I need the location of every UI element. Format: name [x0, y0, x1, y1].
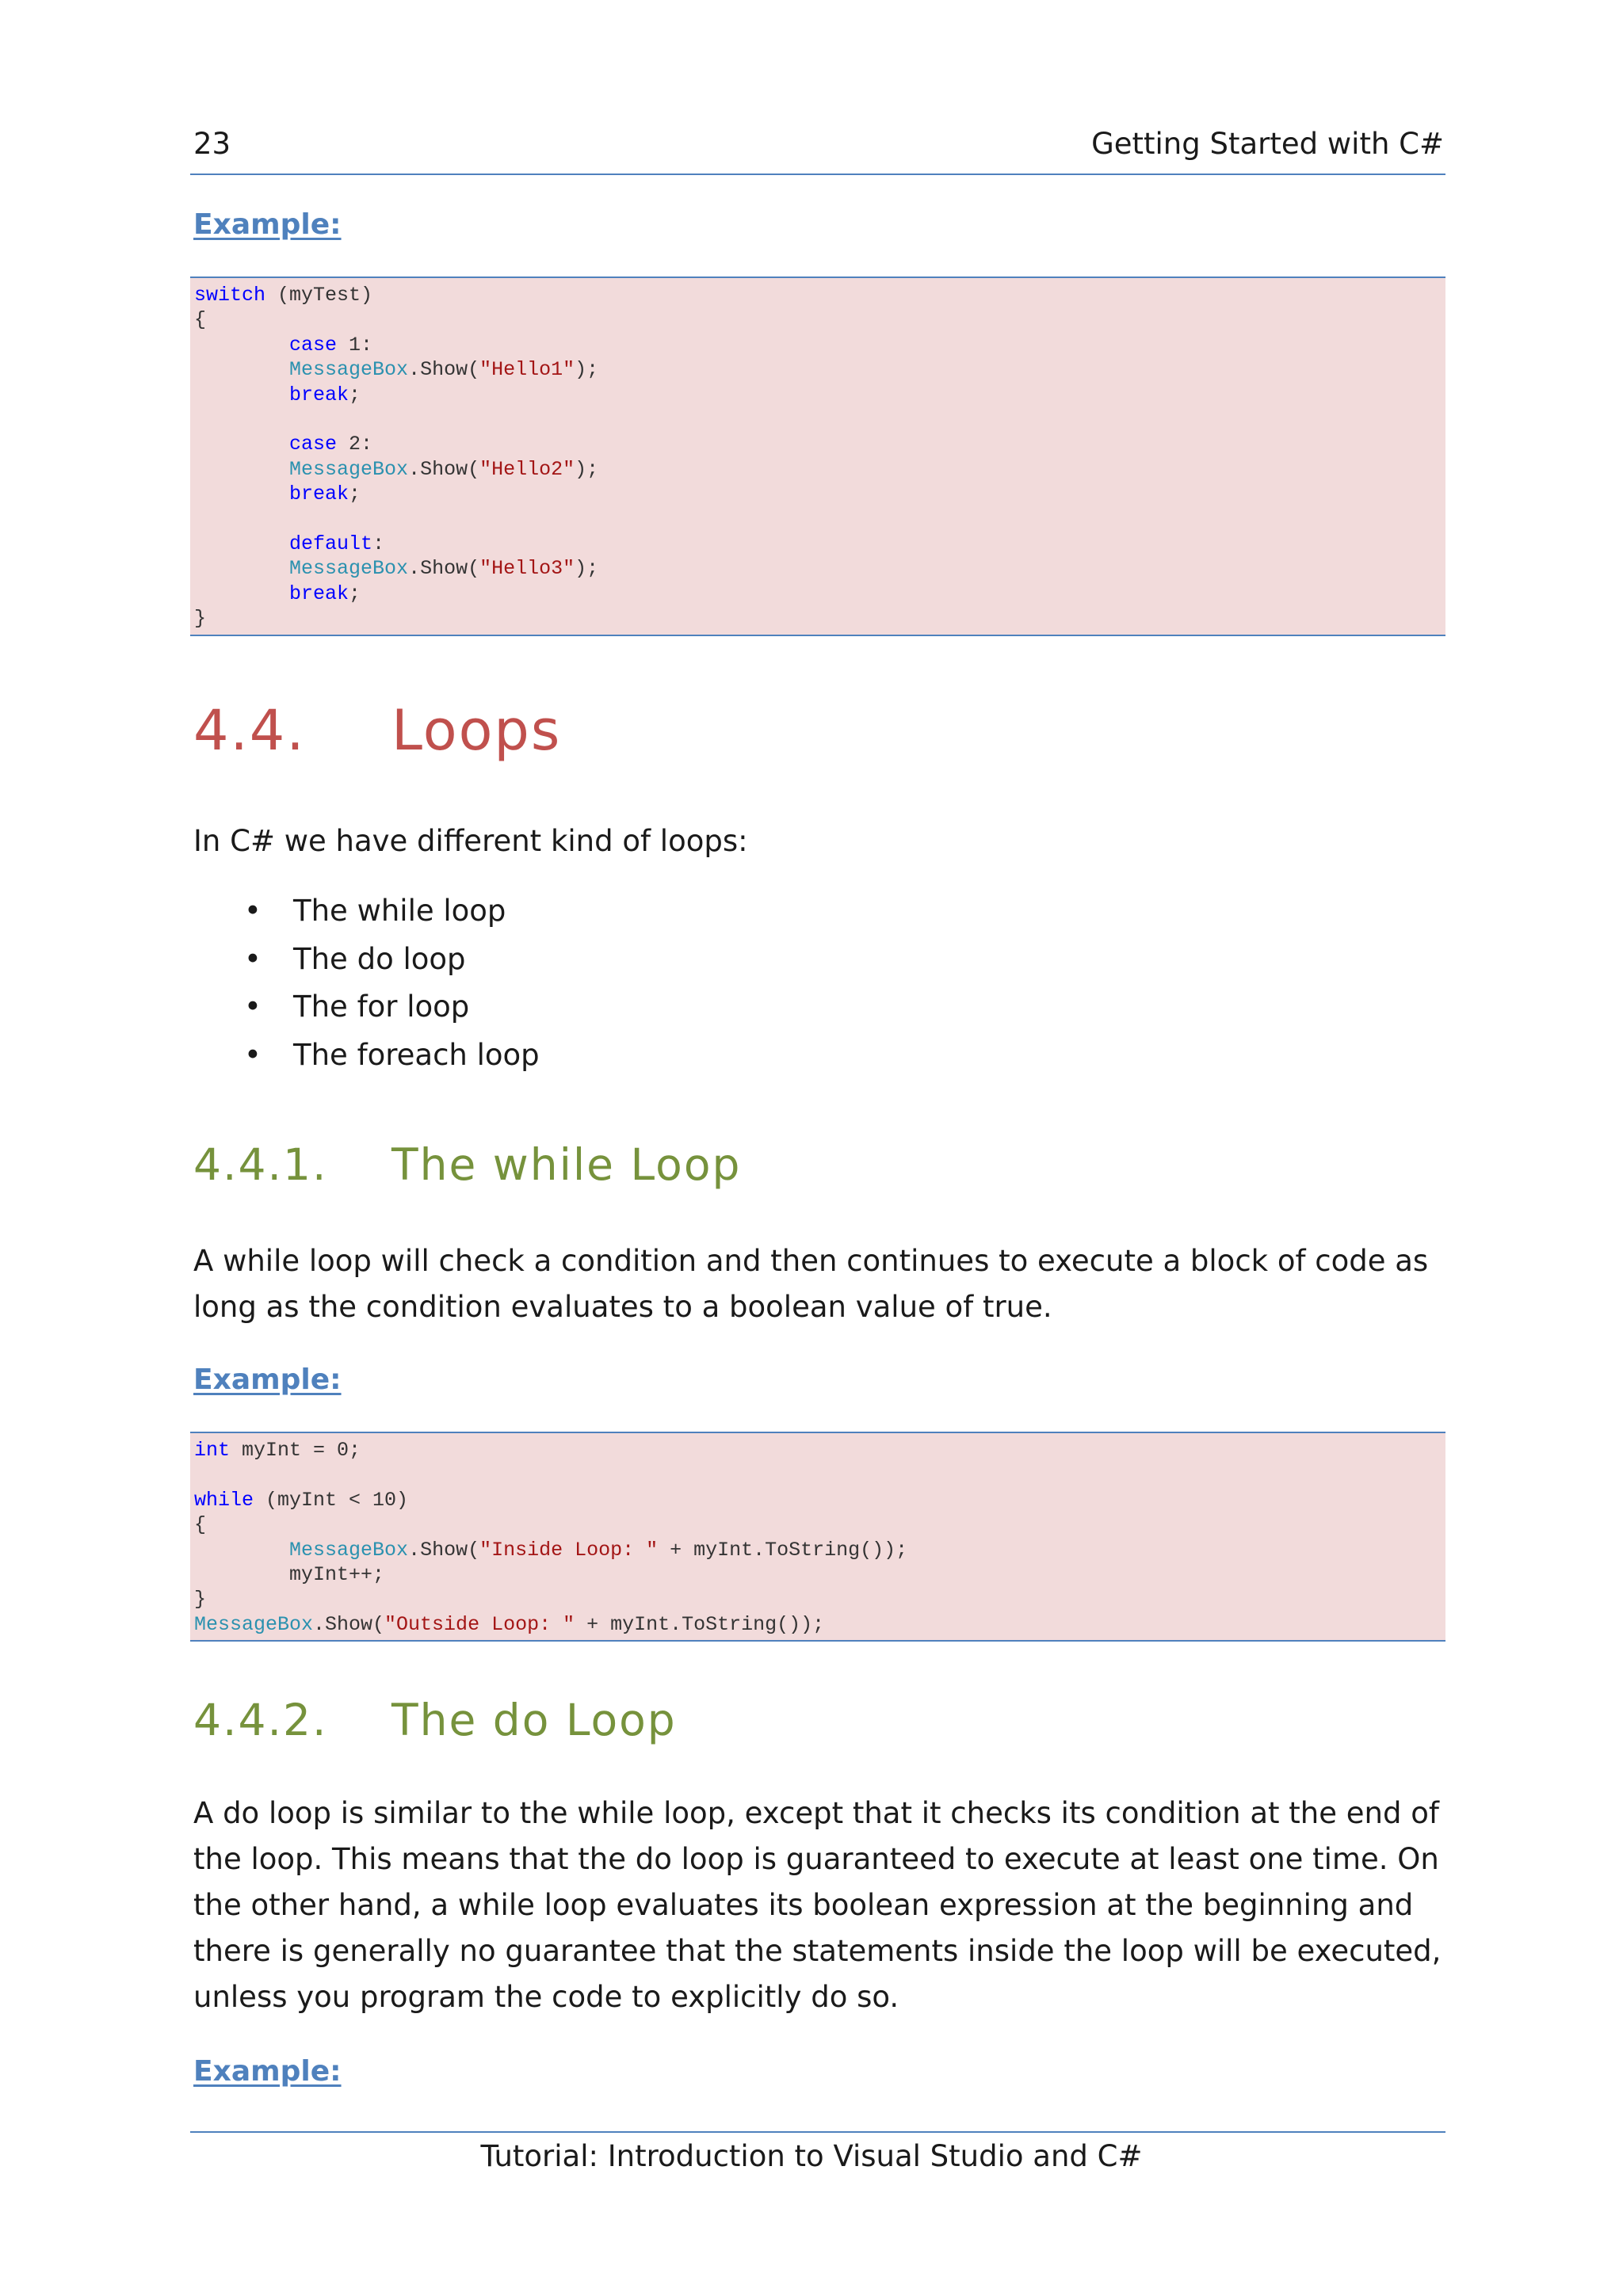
code-token: MessageBox [289, 457, 409, 481]
example-label: Example: [193, 1363, 342, 1396]
example-label: Example: [193, 208, 342, 241]
list-item [0, 936, 1623, 984]
code-token: (myTest) [265, 284, 373, 307]
code-line [194, 407, 1445, 432]
code-line [194, 357, 1445, 382]
code-token [194, 1539, 289, 1562]
subsection-number: 4.4.2. [193, 1695, 328, 1745]
code-line [194, 532, 1445, 556]
code-token: "Outside Loop: " [384, 1612, 575, 1636]
code-token: MessageBox [289, 557, 409, 581]
code-line [194, 1562, 1445, 1587]
code-line [194, 307, 1445, 332]
code-token [194, 383, 289, 406]
code-token: int [194, 1439, 231, 1462]
code-token: } [194, 1588, 207, 1611]
list-item [0, 983, 1623, 1032]
code-line [194, 1512, 1445, 1537]
code-token: .Show( [408, 557, 480, 581]
code-token: case [289, 433, 338, 456]
list-item-label: The while loop [293, 894, 506, 928]
code-token: break [289, 482, 349, 506]
list-item-label: The foreach loop [293, 1037, 540, 1072]
code-token: 1: [337, 333, 373, 357]
section-number: 4.4. [193, 698, 306, 763]
code-token: ; [349, 383, 361, 406]
bullet-marker: • [244, 941, 262, 976]
code-token: MessageBox [194, 1612, 314, 1636]
header-rule [190, 174, 1445, 175]
code-line [194, 432, 1445, 456]
code-line [194, 1488, 1445, 1512]
code-block-while [190, 1432, 1445, 1642]
while-description: A while loop will check a condition and then continues to execute a block of code as long as the condition evaluates to a boolean value of true. [193, 1244, 1429, 1324]
running-title: Getting Started with C# [1091, 127, 1444, 161]
code-token: (myInt < 10) [254, 1488, 409, 1512]
code-token: "Hello1" [479, 358, 575, 382]
section-title: Loops [391, 698, 562, 763]
subsection-title: The do Loop [391, 1695, 677, 1745]
code-token [194, 458, 289, 481]
code-token: : [372, 532, 385, 555]
code-token: break [289, 383, 349, 406]
code-token: 2: [337, 433, 373, 456]
code-line [194, 1463, 1445, 1487]
code-block-switch [190, 277, 1445, 636]
section-heading-loops [193, 697, 562, 764]
bullet-marker: • [244, 894, 262, 928]
code-token: + myInt.ToString()); [658, 1538, 908, 1562]
do-description: A do loop is similar to the while loop, except that it checks its condition at the end of the loop. This means that the do loop is guaranteed to execute at least one time. On the other hand, a while loop evaluates its boolean expression at the beginning and there is generally no guarantee that the statements inside the loop will be executed, unless you program the code to explicitly do so. [193, 1796, 1442, 2014]
subsection-number: 4.4.1. [193, 1139, 328, 1190]
code-line [194, 383, 1445, 407]
code-token: ); [575, 557, 599, 581]
code-line [194, 333, 1445, 357]
code-token: myInt = 0; [230, 1439, 361, 1462]
code-token: break [289, 582, 349, 605]
code-line [194, 606, 1445, 631]
code-token [194, 358, 289, 381]
code-token: "Hello3" [479, 557, 575, 581]
code-line [194, 507, 1445, 532]
code-token: case [289, 333, 338, 357]
code-token: "Inside Loop: " [479, 1538, 659, 1562]
code-token: MessageBox [289, 358, 409, 382]
code-token [194, 557, 289, 580]
footer-rule [190, 2131, 1445, 2133]
code-token: { [194, 1513, 207, 1537]
code-line [194, 482, 1445, 506]
loops-intro: In C# we have different kind of loops: [193, 824, 748, 858]
code-token: ); [575, 457, 599, 481]
code-token: switch [194, 284, 266, 307]
code-token: .Show( [408, 1538, 480, 1562]
code-line [194, 1587, 1445, 1611]
code-line [194, 1612, 1445, 1637]
subsection-heading-do [193, 1694, 677, 1746]
code-line [194, 283, 1445, 307]
subsection-title: The while Loop [391, 1139, 742, 1190]
code-token: ; [349, 582, 361, 605]
code-line [194, 1438, 1445, 1463]
list-item-label: The do loop [293, 941, 466, 976]
code-line [194, 582, 1445, 606]
code-token: .Show( [408, 457, 480, 481]
code-token [194, 482, 289, 505]
code-token: MessageBox [289, 1538, 409, 1562]
code-token: .Show( [408, 358, 480, 382]
list-item [0, 887, 1623, 936]
page-number: 23 [193, 127, 231, 161]
code-line [194, 457, 1445, 482]
code-token: while [194, 1488, 254, 1512]
code-line [194, 556, 1445, 581]
footer-text: Tutorial: Introduction to Visual Studio and C# [480, 2139, 1143, 2173]
bullet-marker: • [244, 1037, 262, 1072]
code-line [194, 1538, 1445, 1562]
code-token: "Hello2" [479, 457, 575, 481]
code-token: .Show( [313, 1612, 385, 1636]
code-token [194, 433, 289, 456]
list-item-label: The for loop [293, 990, 470, 1024]
example-label: Example: [193, 2055, 342, 2088]
code-token [194, 334, 289, 357]
code-token: default [289, 532, 373, 555]
loop-types-list [0, 887, 1623, 1079]
code-token: } [194, 607, 207, 631]
code-token [194, 582, 289, 605]
code-token: { [194, 308, 207, 332]
list-item [0, 1032, 1623, 1080]
code-token: ); [575, 358, 599, 382]
code-token: myInt++; [194, 1562, 385, 1586]
code-token: + myInt.ToString()); [575, 1612, 825, 1636]
bullet-marker: • [244, 990, 262, 1024]
code-token: ; [349, 482, 361, 506]
subsection-heading-while [193, 1138, 742, 1191]
code-token [194, 532, 289, 555]
